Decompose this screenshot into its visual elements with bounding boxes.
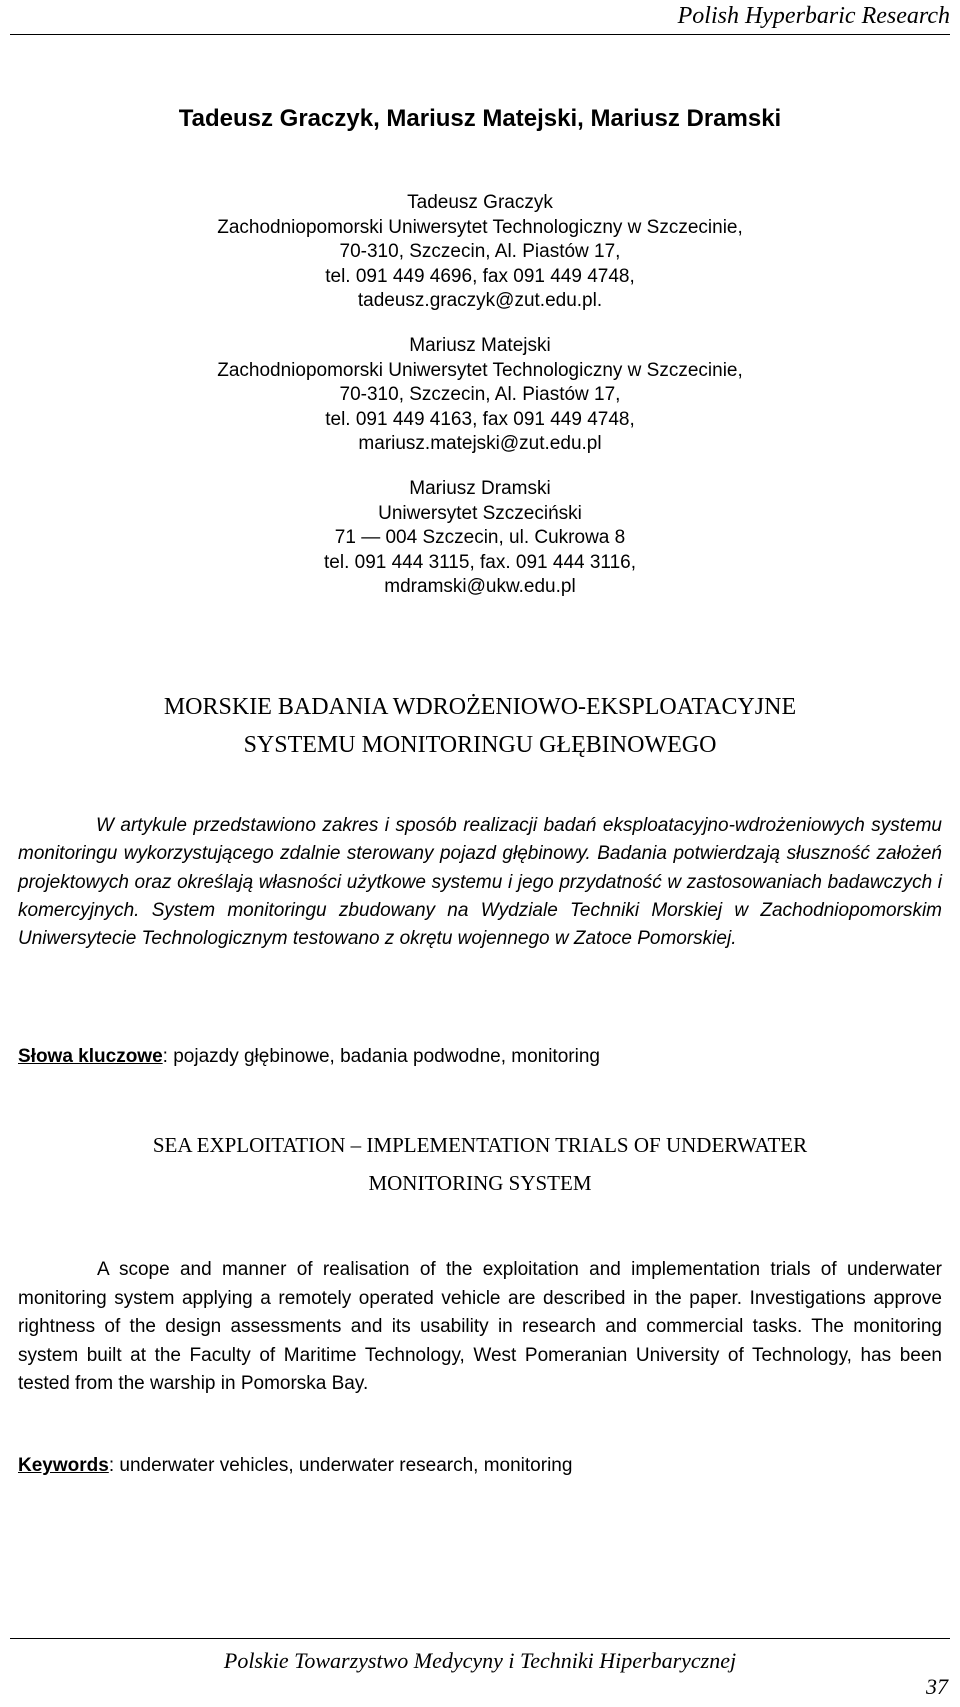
affiliation-matejski [0,334,960,457]
authors-line: Tadeusz Graczyk, Mariusz Matejski, Mariusz Dramski [178,105,782,132]
journal-title: Polish Hyperbaric Research [677,3,950,29]
keywords-text: pojazdy głębinowe, badania podwodne, monitoring [167,1046,600,1067]
affiliation-line: Tadeusz Graczyk [407,192,553,213]
abstract-english: A scope and manner of realisation of the exploitation and implementation trials of underwater monitoring system applying a remotely operated vehicle are described in the paper. Investigations approve rightness of the design assessments and its usability in research and commercial tasks. The monitoring system built at the Faculty of Maritime Technology, West Pomeranian University of Technology, has been tested from the warship in Pomorska Bay. [18,1259,942,1394]
footer-society: Polskie Towarzystwo Medycyny i Techniki Hiperbarycznej [223,1648,737,1673]
abstract-polish: W artykule przedstawiono zakres i sposób realizacji badań eksploatacyjno-wdrożeniowych systemu monitoringu wykorzystującego zdalnie sterowany pojazd głębinowy. Badania potwierdzają słuszność założeń projektowych oraz określają własności użytkowe systemu i jego przydatność w zastosowaniach badawczych i komercyjnych. System monitoringu zbudowany na Wydziale Techniki Morskiej w Zachodniopomorskim Uniwersytecie Technologicznym testowano z okrętu wojennego w Zatoce Pomorskiej. [18,815,942,950]
affiliation-line: Zachodniopomorski Uniwersytet Technologiczny w Szczecinie, [217,359,743,381]
affiliation-dramski [0,477,960,600]
affiliation-email: mariusz.matejski@zut.edu.pl [358,433,602,454]
footer-divider [10,1638,950,1639]
title-line: MORSKIE BADANIA WDROŻENIOWO-EKSPLOATACYJNE [163,694,797,720]
affiliation-email: tadeusz.graczyk@zut.edu.pl. [357,290,603,311]
affiliation-line: 70-310, Szczecin, Al. Piastów 17, [339,384,621,405]
title-line: SYSTEMU MONITORINGU GŁĘBINOWEGO [243,732,717,758]
title-polish [0,688,960,764]
affiliation-line: 70-310, Szczecin, Al. Piastów 17, [339,241,621,262]
title-line: SEA EXPLOITATION – IMPLEMENTATION TRIALS OF UNDERWATER [152,1133,808,1157]
affiliation-line: tel. 091 449 4696, fax 091 449 4748, [325,265,635,287]
keywords-text: underwater vehicles, underwater research, monitoring [114,1455,573,1476]
title-line: MONITORING SYSTEM [368,1171,592,1195]
affiliation-email: mdramski@ukw.edu.pl [384,576,576,597]
affiliation-line: Uniwersytet Szczeciński [378,502,582,524]
affiliation-line: tel. 091 444 3115, fax. 091 444 3116, [324,551,636,573]
keywords-label: Słowa kluczowe [18,1046,163,1067]
header-divider [10,34,950,35]
title-english [0,1126,960,1202]
keywords-english: Keywords: underwater vehicles, underwater research, monitoring [18,1455,573,1476]
affiliation-line: 71 — 004 Szczecin, ul. Cukrowa 8 [334,527,626,548]
affiliation-line: Mariusz Dramski [409,478,551,499]
affiliation-line: Zachodniopomorski Uniwersytet Technologiczny w Szczecinie, [217,216,743,238]
page-number: 37 [926,1674,948,1699]
keywords-polish: Słowa kluczowe: pojazdy głębinowe, badania podwodne, monitoring [18,1046,600,1067]
affiliation-graczyk [0,191,960,314]
keywords-label: Keywords [18,1455,109,1476]
affiliation-line: Mariusz Matejski [409,335,551,356]
affiliation-line: tel. 091 449 4163, fax 091 449 4748, [325,408,635,430]
